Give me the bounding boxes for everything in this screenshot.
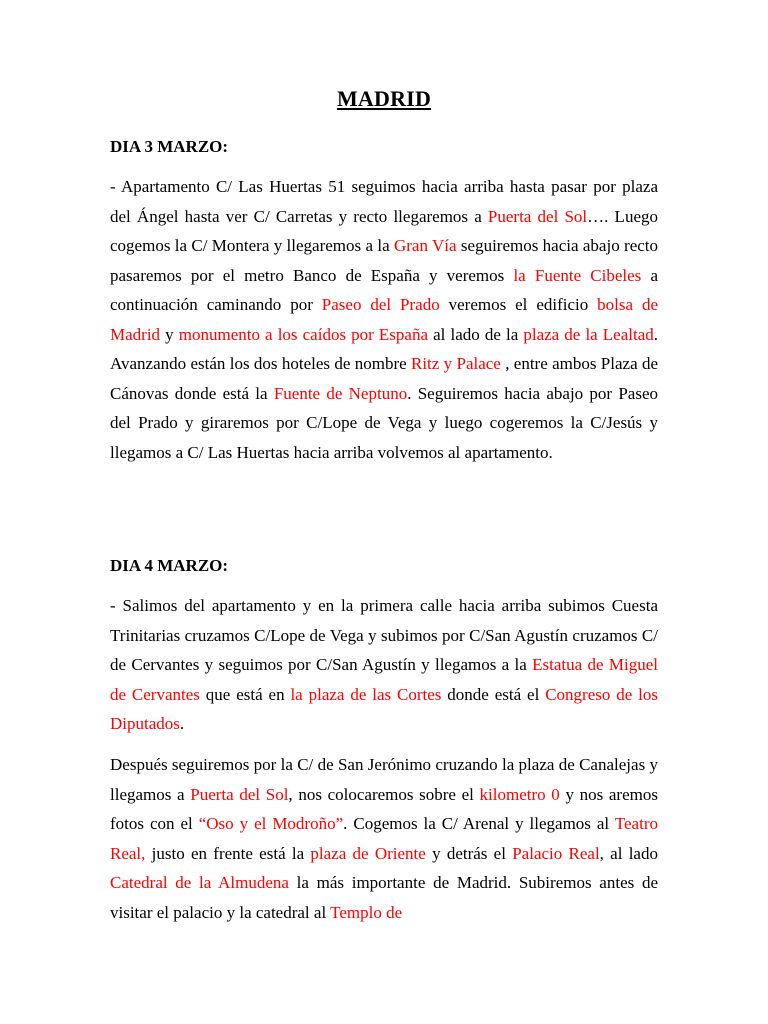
paragraph-text: y: [160, 324, 179, 344]
place-name: Gran Vía: [393, 236, 457, 255]
place-name: Catedral de la Almudena: [110, 873, 289, 892]
place-name: kilometro 0: [479, 784, 560, 804]
place-name: Fuente de Neptuno: [273, 383, 408, 403]
paragraph-text: , nos colocaremos sobre el: [288, 784, 480, 804]
paragraph-text: al lado de la: [428, 324, 524, 344]
place-name: monumento a los caídos por España: [178, 324, 429, 344]
paragraph-text: la más importante de Madrid. Subiremos antes de visitar el palacio y la catedral al: [110, 873, 658, 922]
place-name: Congreso de los Diputados: [110, 684, 658, 733]
paragraph-text: .: [179, 714, 185, 733]
place-name: Ritz y Palace: [411, 354, 501, 373]
place-name: bolsa de Madrid: [110, 295, 658, 344]
place-name: Puerta del Sol: [487, 206, 588, 226]
day-heading-4-marzo: DIA 4 MARZO:: [110, 556, 229, 575]
paragraph-text: …. Luego cogemos la C/ Montera y llegaremos a la: [110, 206, 658, 255]
place-name: plaza de la Lealtad: [523, 324, 654, 344]
paragraph-text: . Avanzando están los dos hoteles de nombre: [110, 324, 659, 373]
place-name: Templo de: [330, 902, 403, 922]
paragraph-text: que está en: [199, 684, 291, 704]
paragraph-text: . Seguiremos hacia abajo por Paseo del Prado y giraremos por C/Lope de Vega y luego cogeremos la C/Jesús y llegamos a C/ Las Huertas hacia arriba volvemos al apartamento.: [110, 383, 659, 462]
place-name: la Fuente Cibeles: [513, 265, 642, 285]
paragraph-text: seguiremos hacia abajo recto pasaremos por el metro Banco de España y veremos: [110, 236, 659, 285]
paragraph-text: - Apartamento C/ Las Huertas 51 seguimos hacia arriba hasta pasar por plaza del Ángel hasta ver C/ Carretas y recto llegaremos a: [110, 177, 658, 226]
paragraph-text: - Salimos del apartamento y en la primera calle hacia arriba subimos Cuesta Trinitarias cruzamos C/Lope de Vega y subimos por C/San Agustín cruzamos C/ de Cervantes y seguimos por C/San Agustín y llegamos a la: [110, 596, 658, 674]
place-name: Estatua de Miguel de Cervantes: [110, 655, 658, 704]
day2-paragraph-1: [110, 591, 658, 739]
place-name: la plaza de las Cortes: [290, 684, 442, 704]
paragraph-text: y detrás el: [425, 843, 513, 863]
paragraph-text: veremos el edificio: [439, 295, 598, 314]
place-name: Teatro Real,: [110, 814, 658, 863]
place-name: Puerta del Sol: [190, 784, 289, 804]
paragraph-text: y nos aremos fotos con el: [110, 784, 658, 833]
paragraph-text: donde está el: [441, 684, 546, 704]
place-name: “Oso y el Modroño”: [198, 814, 344, 833]
place-name: Palacio Real: [512, 843, 600, 863]
paragraph-text: justo en frente está la: [145, 843, 311, 863]
paragraph-text: a continuación caminando por: [110, 265, 659, 314]
paragraph-text: Después seguiremos por la C/ de San Jerónimo cruzando la plaza de Canalejas y llegamos a: [110, 755, 658, 804]
day-heading-3-marzo: DIA 3 MARZO:: [110, 137, 229, 156]
place-name: plaza de Oriente: [310, 843, 426, 863]
place-name: Paseo del Prado: [321, 295, 440, 314]
document-title: MADRID: [336, 86, 432, 111]
paragraph-text: . Cogemos la C/ Arenal y llegamos al: [343, 814, 615, 833]
day2-paragraph-2: [110, 750, 658, 927]
day1-paragraph: [110, 172, 658, 467]
paragraph-text: , entre ambos Plaza de Cánovas donde está la: [110, 354, 658, 403]
paragraph-text: , al lado: [599, 843, 658, 863]
